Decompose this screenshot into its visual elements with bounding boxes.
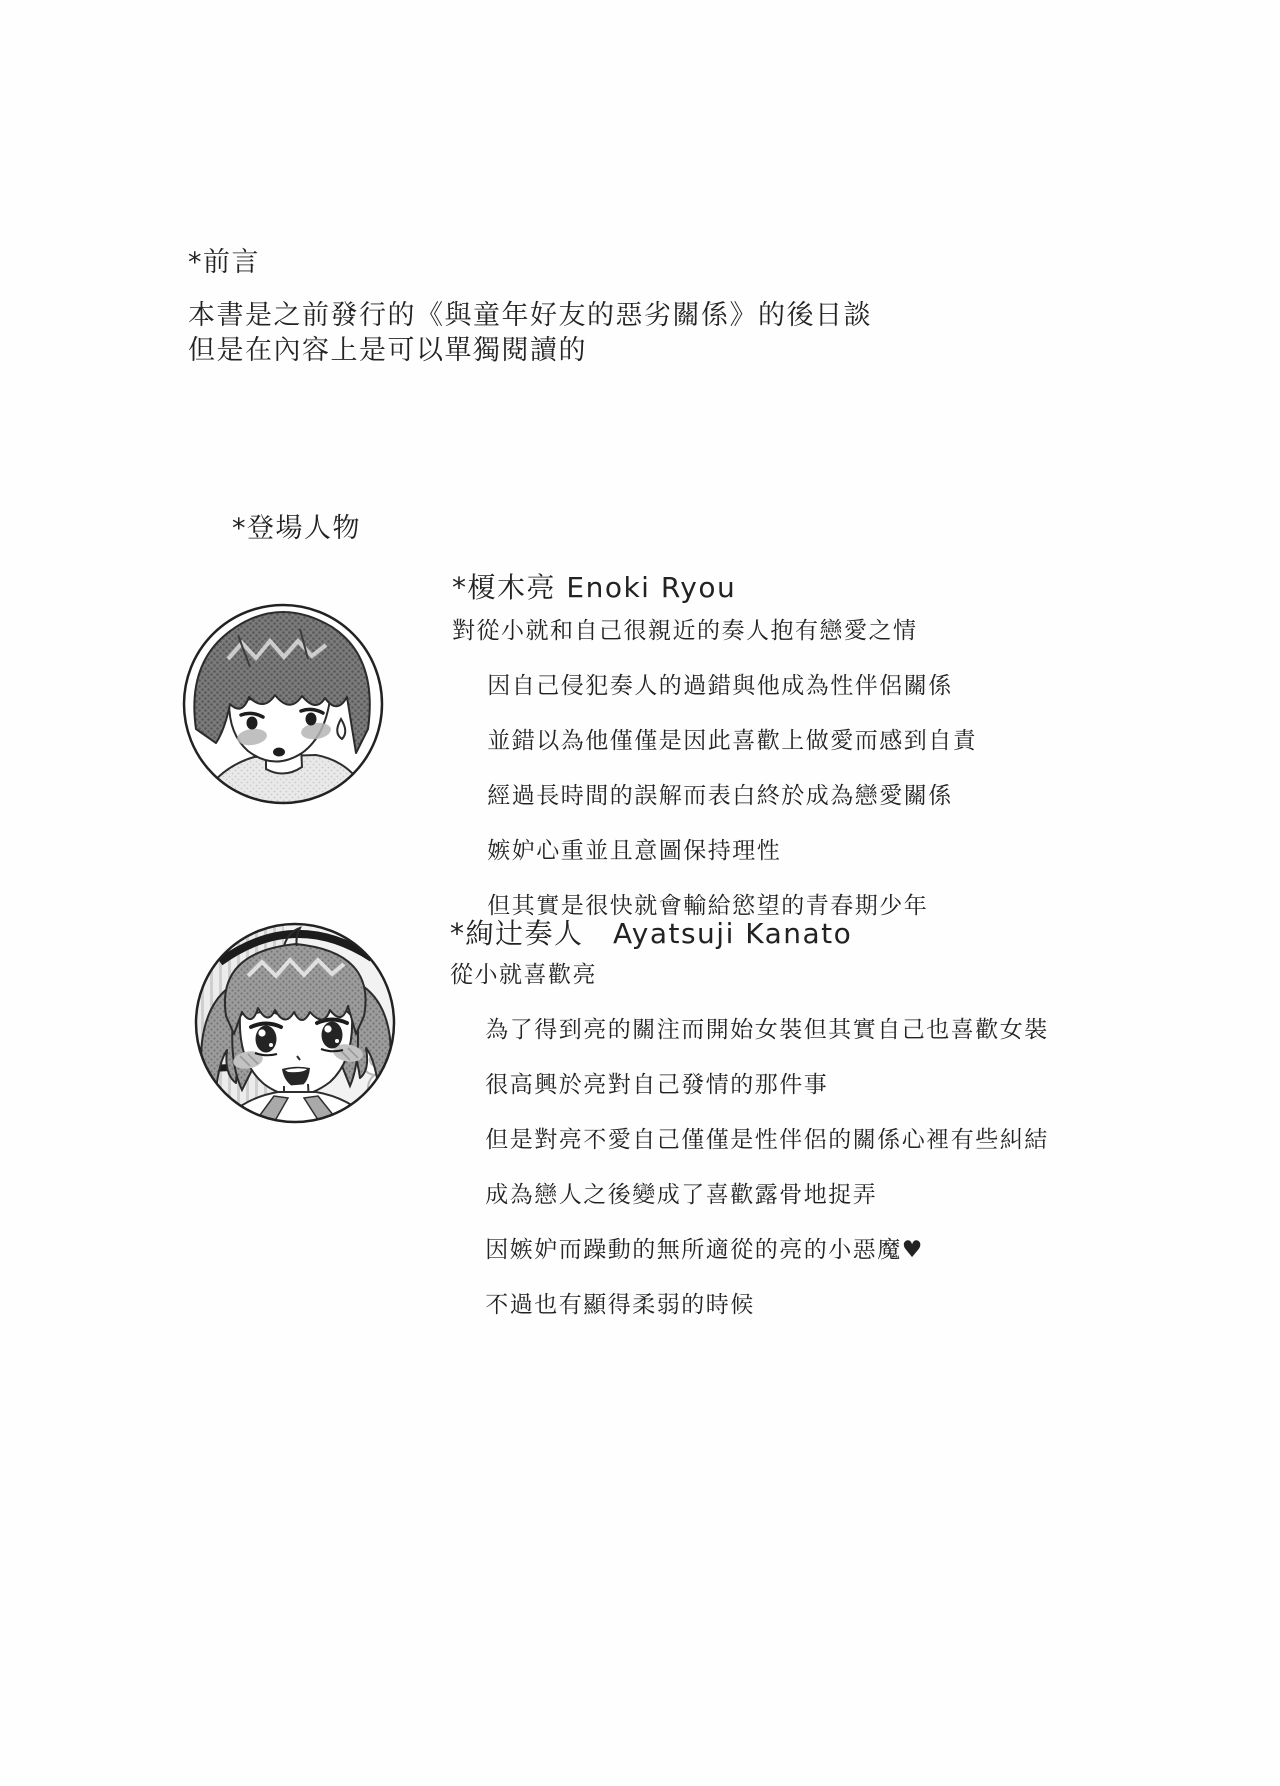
description-line: 但是對亮不愛自己僅僅是性伴侶的關係心裡有些糾結 — [485, 1127, 1049, 1153]
description-line: 很高興於亮對自己發情的那件事 — [485, 1072, 829, 1098]
description-line: 嫉妒心重並且意圖保持理性 — [487, 838, 782, 864]
character-name-enoki-ryou: *榎木亮 Enoki Ryou — [452, 571, 737, 604]
description-line: 經過長時間的誤解而表白終於成為戀愛關係 — [487, 783, 953, 809]
description-line: 因嫉妒而躁動的無所適從的亮的小惡魔♥ — [485, 1237, 924, 1263]
description-line: 從小就喜歡亮 — [450, 962, 597, 988]
description-line: 但其實是很快就會輸給慾望的青春期少年 — [487, 893, 929, 919]
ayatsuji-kanato-portrait-image — [192, 920, 398, 1126]
boy-portrait-icon — [180, 601, 386, 807]
preface-line-2: 但是在內容上是可以單獨閱讀的 — [188, 335, 587, 366]
preface-heading: *前言 — [188, 247, 260, 278]
description-line: 不過也有顯得柔弱的時候 — [485, 1292, 755, 1318]
description-line: 因自己侵犯奏人的過錯與他成為性伴侶關係 — [487, 673, 953, 699]
character-description-ayatsuji-kanato — [450, 962, 1049, 1347]
description-line: 成為戀人之後變成了喜歡露骨地捉弄 — [485, 1182, 878, 1208]
twin-tail-portrait-icon — [192, 920, 398, 1126]
character-description-enoki-ryou — [452, 618, 977, 948]
description-line: 對從小就和自己很親近的奏人抱有戀愛之情 — [452, 618, 918, 644]
preface-line-1: 本書是之前發行的《與童年好友的惡劣關係》的後日談 — [188, 300, 872, 331]
cast-heading: *登場人物 — [232, 513, 361, 544]
enoki-ryou-portrait-image — [180, 601, 386, 807]
description-line: 為了得到亮的關注而開始女裝但其實自己也喜歡女裝 — [485, 1017, 1049, 1043]
character-name-ayatsuji-kanato: *絢辻奏人 Ayatsuji Kanato — [450, 917, 853, 950]
description-line: 並錯以為他僅僅是因此喜歡上做愛而感到自責 — [487, 728, 978, 754]
